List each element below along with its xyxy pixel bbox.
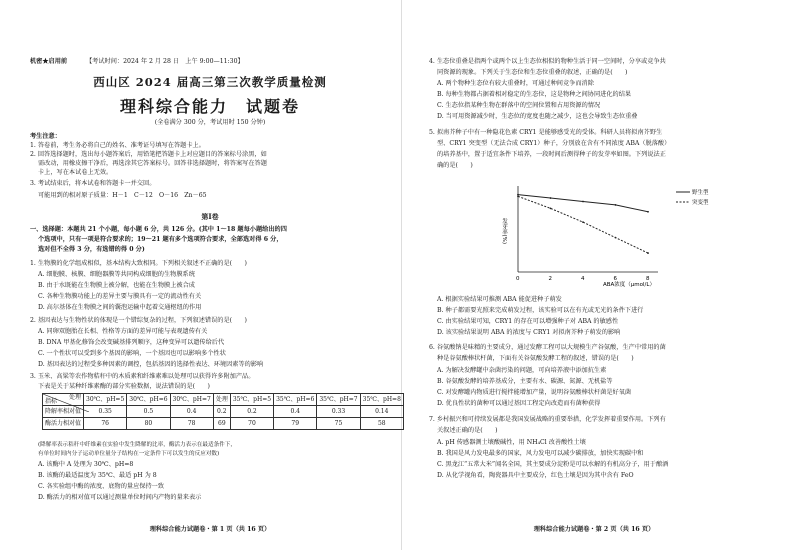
table-cell: 76	[84, 418, 127, 430]
series-line-wild	[518, 195, 648, 212]
data-point	[517, 194, 519, 196]
exam-time: 【考试时间：2024 年 2 月 28 日 上午 9:00—11:30】	[86, 58, 244, 65]
q2-option-c: C. 一个性状可以受到多个基因的影响，一个基因也可以影响多个性状	[38, 350, 226, 357]
notice-2: 2. 回答选择题时，选出每小题答案后，用铅笔把答题卡上对应题目的答案标号涂黑，如	[30, 151, 267, 158]
table-cell: 35℃、pH=6	[274, 394, 317, 406]
table-cell: 酶活力相对值	[43, 418, 84, 430]
q3-option-b: B. 该酶的最适温度为 35℃、最适 pH 为 8	[38, 472, 157, 479]
q2-option-b: B. DNA 甲基化修饰会改变碱基排列顺序，这种变异可以遗传给后代	[38, 339, 225, 346]
q6-option-b: B. 谷氨酸发酵的培养基成分，主要有水、碳源、氮源、无机盐等	[437, 378, 613, 385]
table-cell: 降解率相对值	[43, 406, 84, 418]
q3-option-c: C. 各实验组中酶的浓度、底物的量应保持一致	[38, 483, 165, 490]
q1-option-a: A. 细胞膜、核膜、细胞器膜等共同构成细胞的生物膜系统	[38, 271, 195, 278]
q2-stem: 2. 基因表达与生物性状的体现是一个错综复杂的过程，下列叙述错误的是( )	[30, 317, 247, 324]
instructions-2: 个选项中，只有一项是符合要求的；19～21 题有多个选项符合要求，全部选对得 6 分，	[38, 236, 283, 243]
q7-option-d: D. 从化学视角看，陶瓷器具中主要成分，红色土壤是因为其中含有 FeO	[437, 472, 634, 479]
data-point	[582, 201, 584, 203]
x-tick-label: 0	[516, 276, 520, 282]
notice-1: 1. 答卷前，考生务必将自己的姓名、准考证号填写在答题卡上。	[30, 142, 205, 149]
table-cell: 80	[127, 418, 170, 430]
q1-option-d: D. 高尔基体在生物膜之间的囊泡运输中起着交通枢纽的作用	[38, 304, 202, 311]
x-tick-label: 4	[581, 276, 585, 282]
section-title: 第Ⅰ卷	[201, 212, 219, 221]
germination-chart	[488, 178, 718, 290]
q3-note-1: (降解率表示秸秆中纤维素在实验中发生降解的比率，酶活力表示在最适条件下，	[38, 442, 236, 448]
q7-option-b: B. 我国是风力发电最多的国家，风力发电可以减少碳排放，加快实现碳中和	[437, 450, 644, 457]
data-point	[615, 204, 617, 206]
table-cell: 58	[360, 418, 403, 430]
notice-title: 考生注意：	[30, 133, 61, 140]
q4-option-c: C. 生态位指某种生物在群落中的空间位置和占用资源的情况	[437, 102, 601, 109]
q3-option-a: A. 该酶中 A 处理为 30℃、pH=8	[38, 461, 134, 468]
secret-label: 机密★启用前	[30, 58, 68, 65]
x-axis-label: ABA浓度（μmol/L）	[603, 282, 655, 288]
table-cell: 0.33	[317, 406, 360, 418]
notice-atoms: 可能用到的相对原子质量：H－1 C－12 O－16 Zn－65	[38, 192, 207, 199]
data-point	[615, 237, 617, 239]
q5-option-d: D. 该实验结果说明 ABA 的浓度与 CRY1 对拟南芥种子萌发的影响	[437, 329, 621, 336]
q5-option-c: C. 由实验结果可知，CRY1 的存在可以增强种子对 ABA 的敏感性	[437, 318, 619, 325]
x-tick-label: 2	[548, 276, 552, 282]
notice-2c: 卡上，写在本试卷上无效。	[38, 169, 113, 176]
q6-option-a: A. 为解决发酵罐中杂菌污染的问题，可向培养液中添加抗生素	[437, 367, 607, 374]
y-axis-label: 发芽率(%)	[501, 218, 507, 245]
q1-option-b: B. 由于水既能在生物膜上被分解，也能在生物膜上被合成	[38, 282, 195, 289]
q5-stem-3: 的培养基中，置于适宜条件下培养，一段时间后测得种子的发芽率如图。下列说法正	[437, 151, 666, 158]
q7-stem: 7. 乡村振兴和可持续发展都是我国发展战略的重要举措，化学发挥着重要作用。下列有	[429, 416, 666, 423]
enzyme-data-table	[42, 393, 404, 430]
table-cell: 0.35	[84, 406, 127, 418]
q4-stem-2: 同资源的现象。下列关于生态位和生态位重叠的叙述，正确的是( )	[437, 69, 628, 76]
instructions-1: 一、选择题：本题共 21 个小题，每小题 6 分，共 126 分。(其中 1～18 题每小题给出的四	[30, 226, 287, 233]
page-2	[404, 0, 794, 550]
page-divider	[401, 0, 402, 550]
series-line-mutant	[518, 196, 648, 253]
legend-wild-label: 野生型	[692, 190, 709, 196]
q7-option-c: C. 黑龙江“五常大米”闻名全国，其主要成分淀粉是可以水解的有机高分子，用于酿酒	[437, 461, 669, 468]
table-cell: 35℃、pH=7	[317, 394, 360, 406]
table-cell: 0.2	[213, 406, 230, 418]
table-cell: 69	[213, 418, 230, 430]
data-point	[582, 221, 584, 223]
table-cell: 35℃、pH=5	[230, 394, 273, 406]
data-point	[550, 207, 552, 209]
page-footer: 理科综合能力试题卷・第 2 页（共 16 页）	[533, 526, 655, 533]
table-cell: 处理	[213, 394, 230, 406]
q4-option-d: D. 当可用资源减少时，生态位的宽度也随之减少，这也会导致生态位重叠	[437, 113, 638, 120]
table-row	[43, 394, 404, 406]
table-cell: 30℃、pH=5	[84, 394, 127, 406]
table-row	[43, 418, 404, 430]
x-tick-label: 8	[646, 276, 650, 282]
q5-option-b: B. 种子都需要光照来完成萌发过程，该实验可以在有光或无光的条件下进行	[437, 307, 644, 314]
diagonal-line	[43, 394, 89, 412]
q3-option-d: D. 酶活力的相对值可以通过测量单位时间内产物的量来表示	[38, 494, 202, 501]
page-footer: 理科综合能力试题卷・第 1 页（共 16 页）	[149, 526, 271, 533]
q3-stem-2: 下表是关于某种纤维素酶的部分实验数据，说法错误的是( )	[38, 383, 210, 390]
table-cell: 30℃、pH=7	[170, 394, 213, 406]
table-cell: 0.14	[360, 406, 403, 418]
data-point	[647, 211, 649, 213]
data-point	[647, 252, 649, 254]
table-cell: 79	[274, 418, 317, 430]
exam-title: 西山区 2024 届高三第三次教学质量检测	[93, 75, 327, 89]
table-cell: 0.5	[127, 406, 170, 418]
q3-stem: 3. 玉米、高粱等农作物秸秆中的木质素和纤维素难以处理可以获得许多附加产品。	[30, 373, 255, 380]
data-point	[517, 195, 519, 197]
q6-stem-2: 种是谷氨酸棒状杆菌，下面有关谷氨酸发酵工程的叙述，错误的是( )	[437, 355, 634, 362]
q6-stem: 6. 谷氨酸钠是味精的主要成分，通过发酵工程可以大规模生产谷氨酸，生产中常用的菌	[429, 344, 666, 351]
table-cell: 0.4	[170, 406, 213, 418]
instructions-3: 选对但不全得 3 分，有选错的得 0 分)	[38, 246, 145, 253]
q4-option-b: B. 每种生物都占据着相对稳定的生态位，这是物种之间协同进化的结果	[437, 91, 632, 98]
q1-option-c: C. 各种生物膜功能上的差异主要与膜具有一定的流动性有关	[38, 293, 202, 300]
q2-option-d: D. 基因表达的过程受多种因素的调控，包括基因的选择性表达、环境因素等的影响	[38, 361, 264, 368]
q1-stem: 1. 生物膜的化学组成相似，基本结构大致相同。下列相关叙述不正确的是( )	[30, 260, 247, 267]
table-cell: 78	[170, 418, 213, 430]
q5-stem: 5. 拟南芥种子中有一种隐花色素 CRY1 是能够感受光的受体。科研人员将拟南芥野生	[429, 129, 663, 136]
table-cell: 0.2	[230, 406, 273, 418]
score-note: (全卷满分 300 分，考试用时 150 分钟)	[154, 119, 266, 126]
notice-2b: 需改动，用橡皮擦干净后，再选涂其它答案标号。回答非选择题时，将答案写在答题	[38, 160, 267, 167]
table-cell: 30℃、pH=6	[127, 394, 170, 406]
q3-note-2: 有单位时间内分子运动单位量分子结构在一定条件下可以发生的反应对数)	[38, 451, 220, 457]
q4-option-a: A. 两个物种生态位有较大重叠时，可通过种间竞争而消除	[437, 80, 594, 87]
q5-stem-2: 型、CRY1 突变型（无法合成 CRY1）种子，分别放在含有不同浓度 ABA（脱落酸）	[437, 140, 671, 147]
table-row	[43, 406, 404, 418]
data-point	[550, 197, 552, 199]
table-cell: 35℃、pH=8	[360, 394, 403, 406]
q4-stem: 4. 生态位重叠是指两个或两个以上生态位相似的物种生活于同一空间时，分享或竞争共	[429, 58, 666, 65]
q5-stem-4: 确的是( )	[437, 162, 473, 169]
q7-stem-2: 关叙述正确的是( )	[437, 427, 498, 434]
notice-3: 3. 考试结束后，将本试卷和答题卡一并交回。	[30, 180, 156, 187]
paper-title: 理科综合能力 试题卷	[119, 97, 300, 116]
x-tick-label: 6	[613, 276, 617, 282]
table-cell: 70	[230, 418, 273, 430]
q2-option-a: A. 同卵双胞胎在长相、性格等方面的差异可能与表观遗传有关	[38, 328, 208, 335]
table-cell: 75	[317, 418, 360, 430]
table-corner: 处理 指标	[43, 394, 84, 406]
q6-option-c: C. 对发酵罐内物质进行搅拌能增加产量，说明谷氨酸棒状杆菌是好氧菌	[437, 389, 632, 396]
q6-option-d: D. 优良性状的菌种可以通过基因工程定向改造而有菌种获得	[437, 400, 601, 407]
legend-mutant-label: 突变型	[692, 200, 709, 206]
q7-option-a: A. pH 传感器测土壤酸碱性，用 NH₄Cl 改善酸性土壤	[437, 439, 586, 446]
q5-option-a: A. 根据实验结果可推测 ABA 能促进种子萌发	[437, 296, 562, 303]
table-cell: 0.4	[274, 406, 317, 418]
